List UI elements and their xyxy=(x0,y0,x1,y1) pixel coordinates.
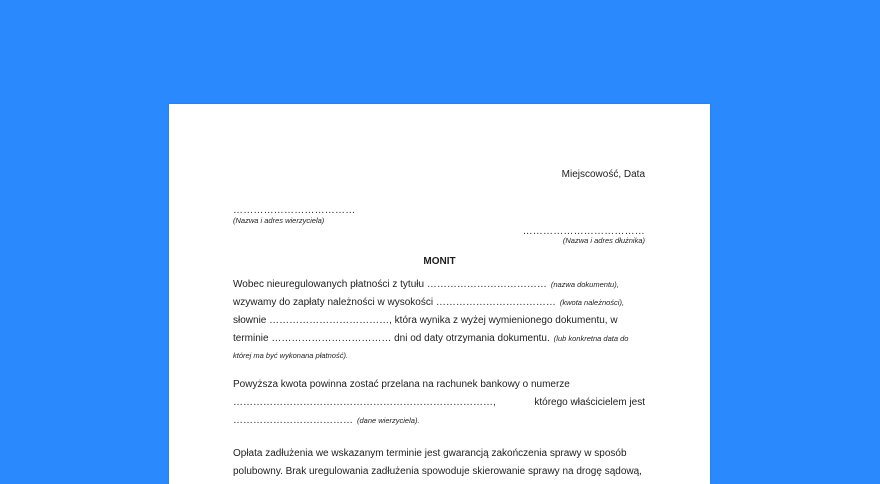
line-note: (kwota należności), xyxy=(559,298,625,307)
text-line xyxy=(233,445,645,463)
line-text: Opłata zadłużenia we wskazanym terminie jest gwarancją zakończenia sprawy w sposób xyxy=(233,448,627,459)
line-text: słownie ………………………………, która wynika z wyżej wymienionego dokumentu, w xyxy=(233,315,618,326)
document-title: MONIT xyxy=(423,256,456,267)
creditor-name-placeholder: ……………………………… xyxy=(233,205,356,216)
paragraph-bank-account xyxy=(233,376,645,430)
text-line xyxy=(233,276,645,294)
text-line xyxy=(233,412,645,430)
line-text: wzywamy do zapłaty należności w wysokości ……………………………… xyxy=(233,297,556,308)
line-text: Wobec nieuregulowanych płatności z tytułu ……………………………… xyxy=(233,279,547,290)
line-text: którego właścicielem jest xyxy=(534,397,645,408)
line-note: (nazwa dokumentu), xyxy=(550,280,619,289)
text-line xyxy=(233,294,645,312)
account-number-placeholder: ……………………………………………………………………, xyxy=(233,397,496,408)
document-page xyxy=(169,104,710,484)
place-date: Miejscowość, Data xyxy=(561,169,645,180)
text-line xyxy=(233,330,645,348)
debtor-label: (Nazwa i adres dłużnika) xyxy=(562,236,645,245)
line-text: polubowny. Brak uregulowania zadłużenia spowoduje skierowanie sprawy na drogę sądową, xyxy=(233,466,642,477)
text-line xyxy=(233,312,645,330)
line-note: (dane wierzyciela). xyxy=(357,416,420,425)
line-note: której ma być wykonana płatność). xyxy=(233,351,349,360)
line-text: Powyższa kwota powinna zostać przelana na rachunek bankowy o numerze xyxy=(233,379,570,390)
creditor-label: (Nazwa i adres wierzyciela) xyxy=(233,216,325,225)
paragraph-consequences xyxy=(233,445,645,481)
text-line xyxy=(233,463,645,481)
text-line xyxy=(233,394,645,412)
text-line xyxy=(233,376,645,394)
creditor-data-placeholder: ……………………………… xyxy=(233,415,353,426)
line-note: (lub konkretna data do xyxy=(553,334,629,343)
debtor-name-placeholder: ……………………………… xyxy=(522,226,645,237)
line-text: terminie ……………………………… dni od daty otrzymania dokumentu. xyxy=(233,333,550,344)
paragraph-payment-request xyxy=(233,276,645,363)
